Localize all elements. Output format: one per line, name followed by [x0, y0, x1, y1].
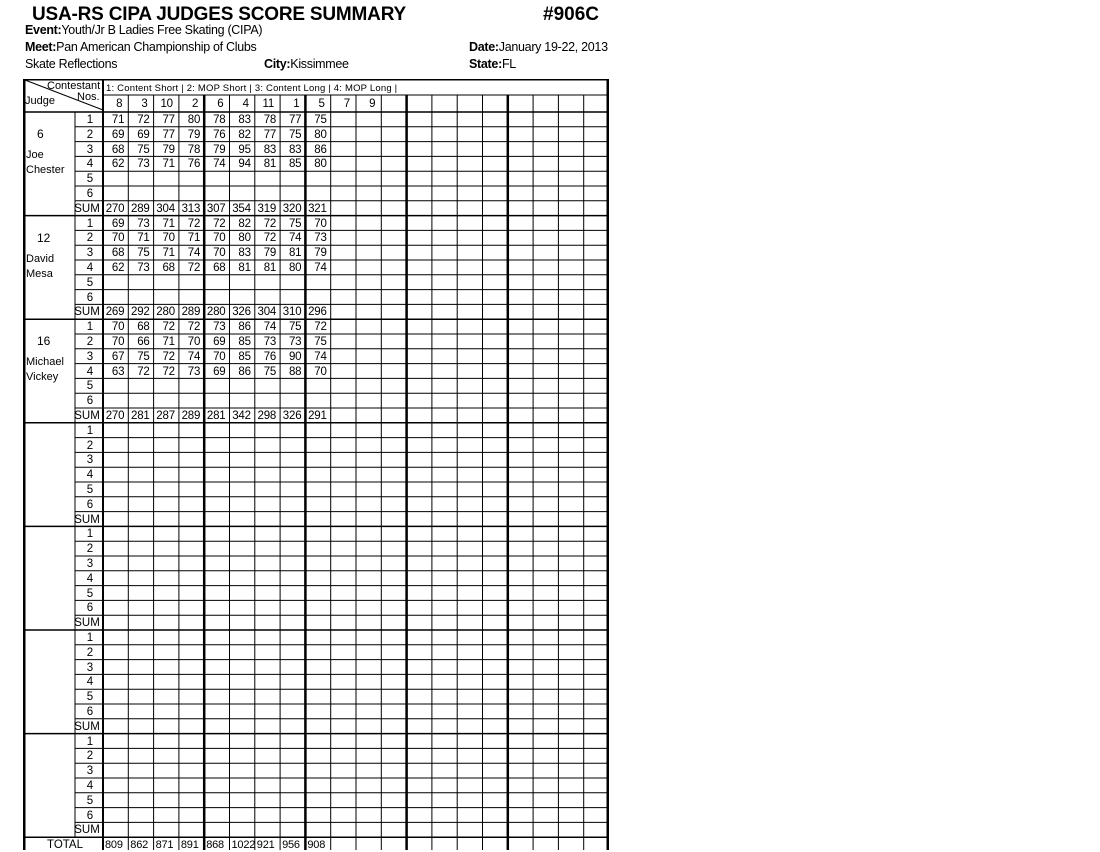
score-cell: 72	[187, 321, 201, 334]
criteria-row-label: 4	[86, 676, 94, 689]
score-cell: 86	[314, 143, 327, 156]
sum-cell: 287	[156, 410, 175, 422]
score-cell: 67	[111, 350, 125, 363]
score-cell: 74	[187, 247, 201, 260]
total-cell: 809	[105, 839, 123, 852]
criteria-row-label: 4	[86, 469, 94, 482]
criteria-row-label: 1	[86, 528, 94, 541]
sum-cell: 326	[282, 410, 302, 422]
score-cell: 74	[314, 262, 327, 274]
score-cell: 83	[238, 114, 251, 126]
criteria-row-label: 3	[86, 247, 94, 260]
score-cell: 72	[137, 365, 150, 378]
score-cell: 77	[288, 114, 302, 126]
criteria-row-label: 2	[86, 543, 94, 556]
corner-nos-label: Nos.	[77, 91, 100, 103]
score-cell: 86	[238, 365, 251, 378]
judge-last-name: Chester	[26, 164, 65, 176]
score-cell: 75	[314, 336, 327, 348]
score-cell: 80	[314, 158, 327, 171]
total-cell: 1022	[231, 839, 256, 852]
score-cell: 78	[213, 114, 226, 126]
score-cell: 73	[137, 262, 150, 274]
score-cell: 70	[111, 336, 125, 348]
score-cell: 71	[162, 217, 175, 230]
criteria-row-label: 3	[86, 350, 94, 363]
sum-cell: 289	[131, 202, 150, 215]
score-cell: 71	[187, 232, 201, 245]
score-cell: 83	[263, 143, 277, 156]
criteria-row-label: 5	[86, 587, 94, 600]
table-grid-lines	[23, 79, 609, 850]
sum-row-label: SUM	[74, 410, 100, 422]
score-cell: 70	[213, 247, 226, 260]
criteria-row-label: 4	[86, 780, 94, 792]
contestant-number: 4	[242, 98, 249, 110]
score-cell: 81	[238, 262, 251, 274]
event-line	[25, 23, 262, 37]
score-cell: 68	[111, 247, 125, 260]
total-cell: 871	[155, 839, 174, 852]
meet-value: Pan American Championship of Clubs	[56, 40, 257, 54]
score-cell: 76	[263, 350, 277, 363]
sum-row-label: SUM	[74, 306, 100, 319]
score-cell: 70	[314, 217, 327, 230]
sum-row-label: SUM	[74, 720, 100, 733]
sum-cell: 354	[232, 202, 251, 215]
score-cell: 69	[213, 336, 226, 348]
score-cell: 72	[137, 114, 150, 126]
total-label: TOTAL	[47, 839, 83, 852]
criteria-row-label: 3	[86, 765, 94, 778]
criteria-row-label: 2	[86, 439, 94, 452]
state-line	[469, 57, 516, 71]
score-cell: 69	[137, 128, 150, 141]
judge-first-name: David	[26, 252, 55, 265]
score-cell: 79	[162, 143, 175, 156]
sum-cell: 321	[308, 202, 327, 215]
score-cell: 75	[288, 128, 302, 141]
criteria-row-label: 6	[86, 706, 94, 718]
criteria-row-label: 1	[86, 424, 94, 437]
criteria-row-label: 5	[86, 484, 94, 496]
score-cell: 80	[314, 128, 327, 141]
score-cell: 72	[263, 217, 277, 230]
meet-line	[25, 40, 257, 54]
judge-last-name: Vickey	[26, 371, 59, 384]
score-cell: 70	[187, 336, 201, 348]
criteria-row-label: 6	[86, 498, 94, 511]
judge-number: 6	[37, 127, 44, 141]
score-cell: 75	[288, 321, 302, 334]
score-cell: 70	[213, 232, 226, 245]
criteria-row-label: 5	[86, 794, 94, 807]
score-cell: 83	[288, 143, 302, 156]
total-cell: 908	[307, 839, 326, 852]
sum-cell: 270	[105, 202, 125, 215]
corner-judge-label: Judge	[25, 95, 55, 107]
contestant-number: 10	[160, 98, 173, 110]
contestant-number: 11	[262, 98, 275, 110]
score-cell: 72	[162, 350, 175, 363]
score-cell: 73	[137, 217, 150, 230]
score-cell: 72	[162, 321, 175, 334]
date-line	[469, 40, 608, 54]
sum-cell: 320	[282, 202, 302, 215]
criteria-row-label: 3	[86, 454, 94, 467]
score-cell: 94	[238, 158, 251, 171]
score-cell: 69	[111, 217, 125, 230]
corner-contestant-label: Contestant	[47, 80, 101, 92]
score-cell: 76	[213, 128, 226, 141]
score-cell: 68	[137, 321, 150, 334]
score-cell: 72	[213, 217, 226, 230]
score-cell: 72	[263, 232, 277, 245]
score-cell: 73	[288, 336, 302, 348]
city-line	[264, 57, 349, 71]
sum-row-label: SUM	[74, 617, 100, 630]
score-cell: 71	[162, 336, 175, 348]
score-cell: 73	[137, 158, 150, 171]
page-title: USA-RS CIPA JUDGES SCORE SUMMARY	[32, 4, 406, 25]
score-cell: 86	[238, 321, 251, 334]
score-cell: 82	[238, 217, 251, 230]
score-cell: 80	[238, 232, 251, 245]
score-cell: 63	[111, 365, 125, 378]
score-cell: 71	[162, 158, 175, 171]
score-cell: 83	[238, 247, 251, 260]
contestant-number: 6	[217, 98, 224, 110]
criteria-row-label: 6	[86, 602, 94, 615]
city-value: Kissimmee	[290, 57, 349, 71]
score-cell: 70	[111, 232, 125, 245]
sum-row-label: SUM	[74, 202, 100, 215]
criteria-row-label: 6	[86, 809, 94, 822]
score-cell: 77	[162, 114, 175, 126]
sum-cell: 280	[206, 306, 226, 319]
criteria-row-label: 3	[86, 661, 94, 674]
criteria-row-label: 4	[86, 158, 94, 171]
score-cell: 71	[111, 114, 125, 126]
score-cell: 79	[314, 247, 327, 260]
sum-cell: 289	[181, 306, 201, 319]
total-cell: 891	[180, 839, 199, 852]
criteria-row-label: 4	[86, 365, 94, 378]
sum-cell: 326	[232, 306, 251, 319]
contestant-number: 8	[116, 98, 123, 110]
contestant-number: 2	[191, 98, 199, 110]
meet-label: Meet:	[25, 40, 57, 54]
criteria-row-label: 5	[86, 380, 94, 393]
score-cell: 82	[238, 128, 251, 141]
score-cell: 72	[187, 262, 201, 274]
total-cell: 862	[130, 839, 149, 852]
score-cell: 62	[111, 262, 125, 274]
score-cell: 68	[111, 143, 125, 156]
sum-cell: 280	[156, 306, 175, 319]
score-cell: 78	[263, 114, 277, 126]
score-cell: 73	[187, 365, 201, 378]
sum-cell: 307	[206, 202, 226, 215]
sum-cell: 270	[105, 410, 125, 422]
score-cell: 74	[263, 321, 277, 334]
sum-cell: 281	[131, 410, 150, 422]
score-cell: 75	[263, 365, 277, 378]
city-label: City:	[264, 57, 291, 71]
contestant-number: 7	[343, 98, 350, 110]
sum-cell: 319	[257, 202, 277, 215]
score-cell: 77	[162, 128, 175, 141]
contestant-number: 9	[369, 98, 376, 110]
judge-first-name: Joe	[26, 149, 44, 161]
score-cell: 77	[263, 128, 277, 141]
total-cell: 921	[256, 839, 275, 852]
score-cell: 62	[111, 158, 125, 171]
score-cell: 73	[263, 336, 277, 348]
sum-cell: 304	[156, 202, 175, 215]
score-cell: 72	[187, 217, 201, 230]
criteria-row-label: 6	[86, 395, 94, 408]
judge-last-name: Mesa	[26, 267, 53, 280]
score-cell: 75	[137, 350, 150, 363]
score-cell: 73	[314, 232, 327, 245]
total-cell: 868	[206, 839, 224, 852]
score-cell: 79	[213, 143, 226, 156]
score-cell: 70	[162, 232, 175, 245]
score-cell: 70	[111, 321, 125, 334]
score-cell: 85	[288, 158, 302, 171]
sum-cell: 313	[181, 202, 201, 215]
criteria-row-label: 2	[86, 128, 94, 141]
contestant-number: 1	[293, 98, 300, 110]
score-cell: 66	[137, 336, 150, 348]
sum-cell: 310	[282, 306, 302, 319]
sum-cell: 291	[308, 410, 327, 422]
score-cell: 73	[213, 321, 226, 334]
score-cell: 95	[238, 143, 251, 156]
date-label: Date:	[469, 40, 499, 54]
score-cell: 81	[263, 158, 277, 171]
score-cell: 90	[288, 350, 302, 363]
score-cell: 68	[162, 262, 175, 274]
judge-number: 12	[37, 230, 51, 245]
criteria-row-label: 3	[86, 143, 94, 156]
state-value: FL	[501, 57, 516, 71]
criteria-row-label: 3	[86, 558, 94, 570]
score-cell: 72	[162, 365, 175, 378]
score-cell: 75	[314, 114, 327, 126]
criteria-row-label: 5	[86, 173, 94, 186]
sum-row-label: SUM	[74, 513, 100, 526]
criteria-row-label: 5	[86, 691, 94, 704]
sum-cell: 298	[257, 410, 277, 422]
criteria-row-label: 4	[86, 262, 94, 274]
judge-first-name: Michael	[26, 356, 64, 369]
score-cell: 88	[288, 365, 302, 378]
score-cell: 71	[162, 247, 175, 260]
criteria-row-label: 5	[86, 276, 94, 289]
state-label: State:	[469, 57, 502, 71]
score-cell: 78	[187, 143, 201, 156]
criteria-row-label: 1	[86, 114, 94, 126]
criteria-row-label: 1	[86, 735, 94, 748]
score-cell: 74	[213, 158, 226, 171]
score-table	[23, 79, 609, 852]
sum-cell: 281	[206, 410, 226, 422]
sum-cell: 296	[308, 306, 327, 319]
sum-cell: 289	[181, 410, 201, 422]
criteria-row-label: 2	[86, 750, 94, 763]
criteria-row-label: 1	[86, 217, 94, 230]
score-cell: 85	[238, 350, 251, 363]
score-cell: 75	[137, 143, 150, 156]
criteria-row-label: 1	[86, 632, 94, 644]
criteria-row-label: 6	[86, 291, 94, 304]
criteria-legend: 1: Content Short | 2: MOP Short | 3: Content Long | 4: MOP Long |	[106, 83, 398, 94]
score-cell: 85	[238, 336, 251, 348]
event-label: Event:	[25, 23, 62, 37]
score-cell: 74	[314, 350, 327, 363]
score-cell: 80	[187, 114, 201, 126]
sum-cell: 304	[257, 306, 277, 319]
form-number: #906C	[543, 4, 599, 25]
score-cell: 70	[314, 365, 327, 378]
criteria-row-label: 1	[86, 321, 94, 334]
judge-number: 16	[37, 334, 51, 349]
sum-cell: 269	[105, 306, 125, 319]
score-cell: 79	[187, 128, 201, 141]
score-cell: 75	[137, 247, 150, 260]
contestant-number: 3	[141, 98, 148, 110]
criteria-row-label: 2	[86, 336, 94, 348]
score-cell: 76	[187, 158, 201, 171]
criteria-row-label: 6	[86, 188, 94, 200]
date-value: January 19-22, 2013	[498, 40, 608, 54]
host-club: Skate Reflections	[25, 57, 118, 71]
score-cell: 69	[213, 365, 226, 378]
score-cell: 74	[288, 232, 302, 245]
score-cell: 68	[213, 262, 226, 274]
sum-cell: 292	[131, 306, 150, 319]
criteria-row-label: 2	[86, 646, 94, 659]
score-cell: 72	[314, 321, 327, 334]
score-cell: 75	[288, 217, 302, 230]
sum-cell: 342	[232, 410, 251, 422]
score-cell: 71	[137, 232, 150, 245]
total-cell: 956	[282, 839, 300, 852]
criteria-row-label: 4	[86, 572, 94, 585]
score-cell: 69	[111, 128, 125, 141]
score-cell: 81	[288, 247, 302, 260]
score-cell: 70	[213, 350, 226, 363]
sum-row-label: SUM	[74, 824, 100, 837]
contestant-number: 5	[318, 98, 325, 110]
event-value: Youth/Jr B Ladies Free Skating (CIPA)	[61, 23, 263, 37]
criteria-row-label: 2	[86, 232, 94, 245]
score-cell: 79	[263, 247, 277, 260]
score-cell: 80	[288, 262, 302, 274]
score-cell: 81	[263, 262, 277, 274]
score-cell: 74	[187, 350, 201, 363]
